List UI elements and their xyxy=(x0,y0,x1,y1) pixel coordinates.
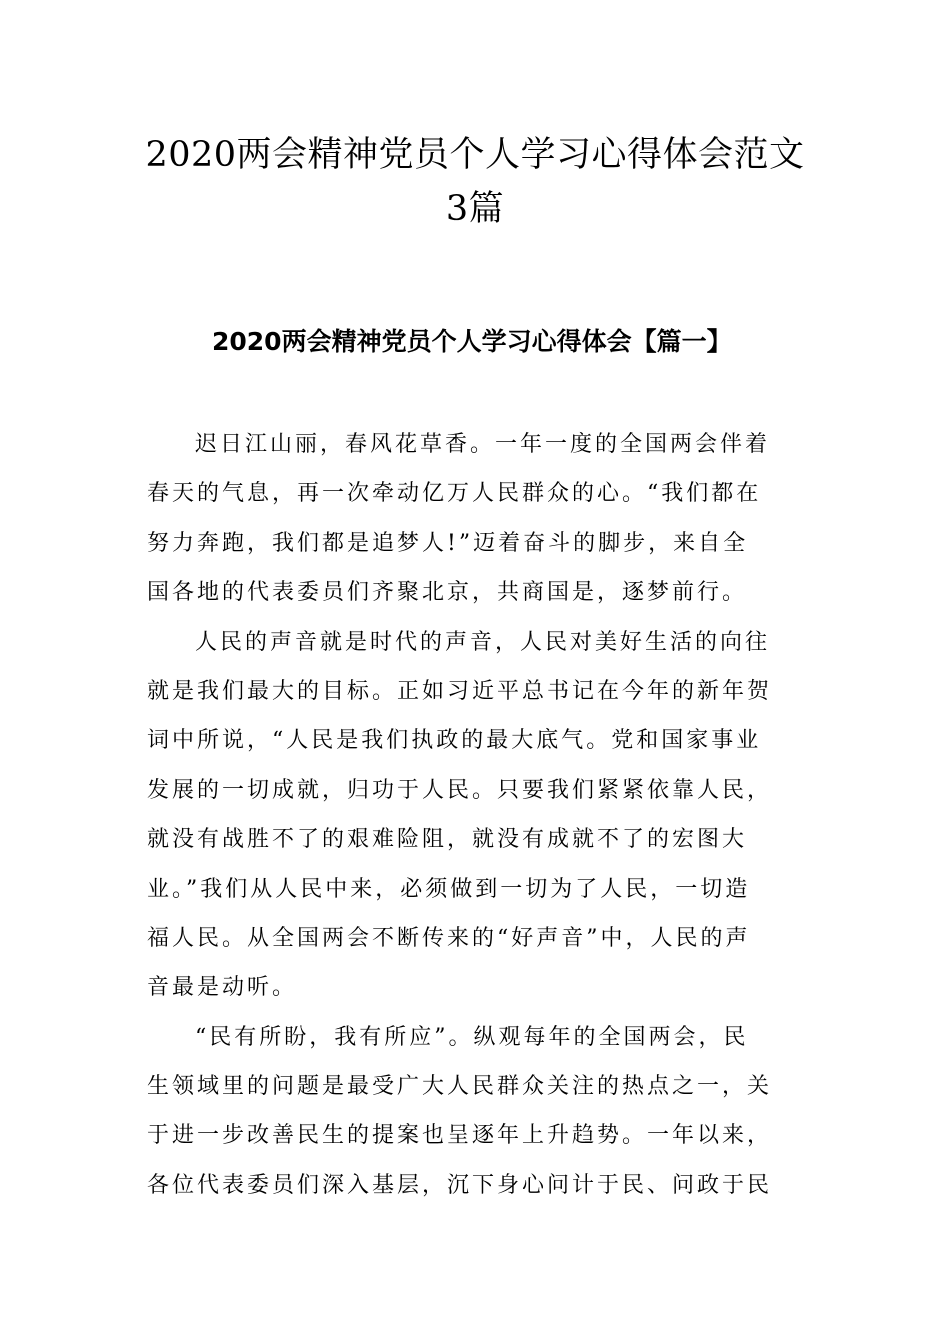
paragraph-2-line: 福人民。从全国两会不断传来的“好声音”中，人民的声 xyxy=(147,925,751,951)
document-title xyxy=(120,128,830,236)
paragraph-3-line: “民有所盼，我有所应”。纵观每年的全国两会，民 xyxy=(195,1024,749,1050)
document-title-line-2: 3篇 xyxy=(445,189,505,229)
section-heading: 2020两会精神党员个人学习心得体会【篇一】 xyxy=(212,327,732,356)
paragraph-2-line: 就是我们最大的目标。正如习近平总书记在今年的新年贺 xyxy=(147,678,773,704)
paragraph-2-line: 就没有战胜不了的艰难险阻，就没有成就不了的宏图大 xyxy=(147,827,748,853)
paragraph-2-line: 业。”我们从人民中来，必须做到一切为了人民，一切造 xyxy=(147,876,751,902)
paragraph-2-line: 发展的一切成就，归功于人民。只要我们紧紧依靠人民， xyxy=(147,777,773,803)
paragraph-1-line: 春天的气息，再一次牵动亿万人民群众的心。“我们都在 xyxy=(147,481,762,507)
document-title-line-1: 2020两会精神党员个人学习心得体会范文 xyxy=(145,135,805,175)
paragraph-3-line: 各位代表委员们深入基层，沉下身心问计于民、问政于民 xyxy=(147,1172,773,1198)
paragraph-1-line: 努力奔跑，我们都是追梦人!”迈着奋斗的脚步，来自全 xyxy=(147,530,749,556)
paragraph-1-line: 国各地的代表委员们齐聚北京，共商国是，逐梦前行。 xyxy=(147,580,748,606)
paragraph-2-line: 音最是动听。 xyxy=(147,975,298,1001)
paragraph-2-line: 人民的声音就是时代的声音，人民对美好生活的向往 xyxy=(195,629,771,655)
document-body xyxy=(147,420,787,1210)
paragraph-1-line: 迟日江山丽，春风花草香。一年一度的全国两会伴着 xyxy=(195,432,771,457)
paragraph-2-line: 词中所说，“人民是我们执政的最大底气。党和国家事业 xyxy=(147,728,762,754)
paragraph-3-line: 于进一步改善民生的提案也呈逐年上升趋势。一年以来， xyxy=(147,1123,773,1149)
paragraph-3-line: 生领域里的问题是最受广大人民群众关注的热点之一，关 xyxy=(147,1074,773,1100)
